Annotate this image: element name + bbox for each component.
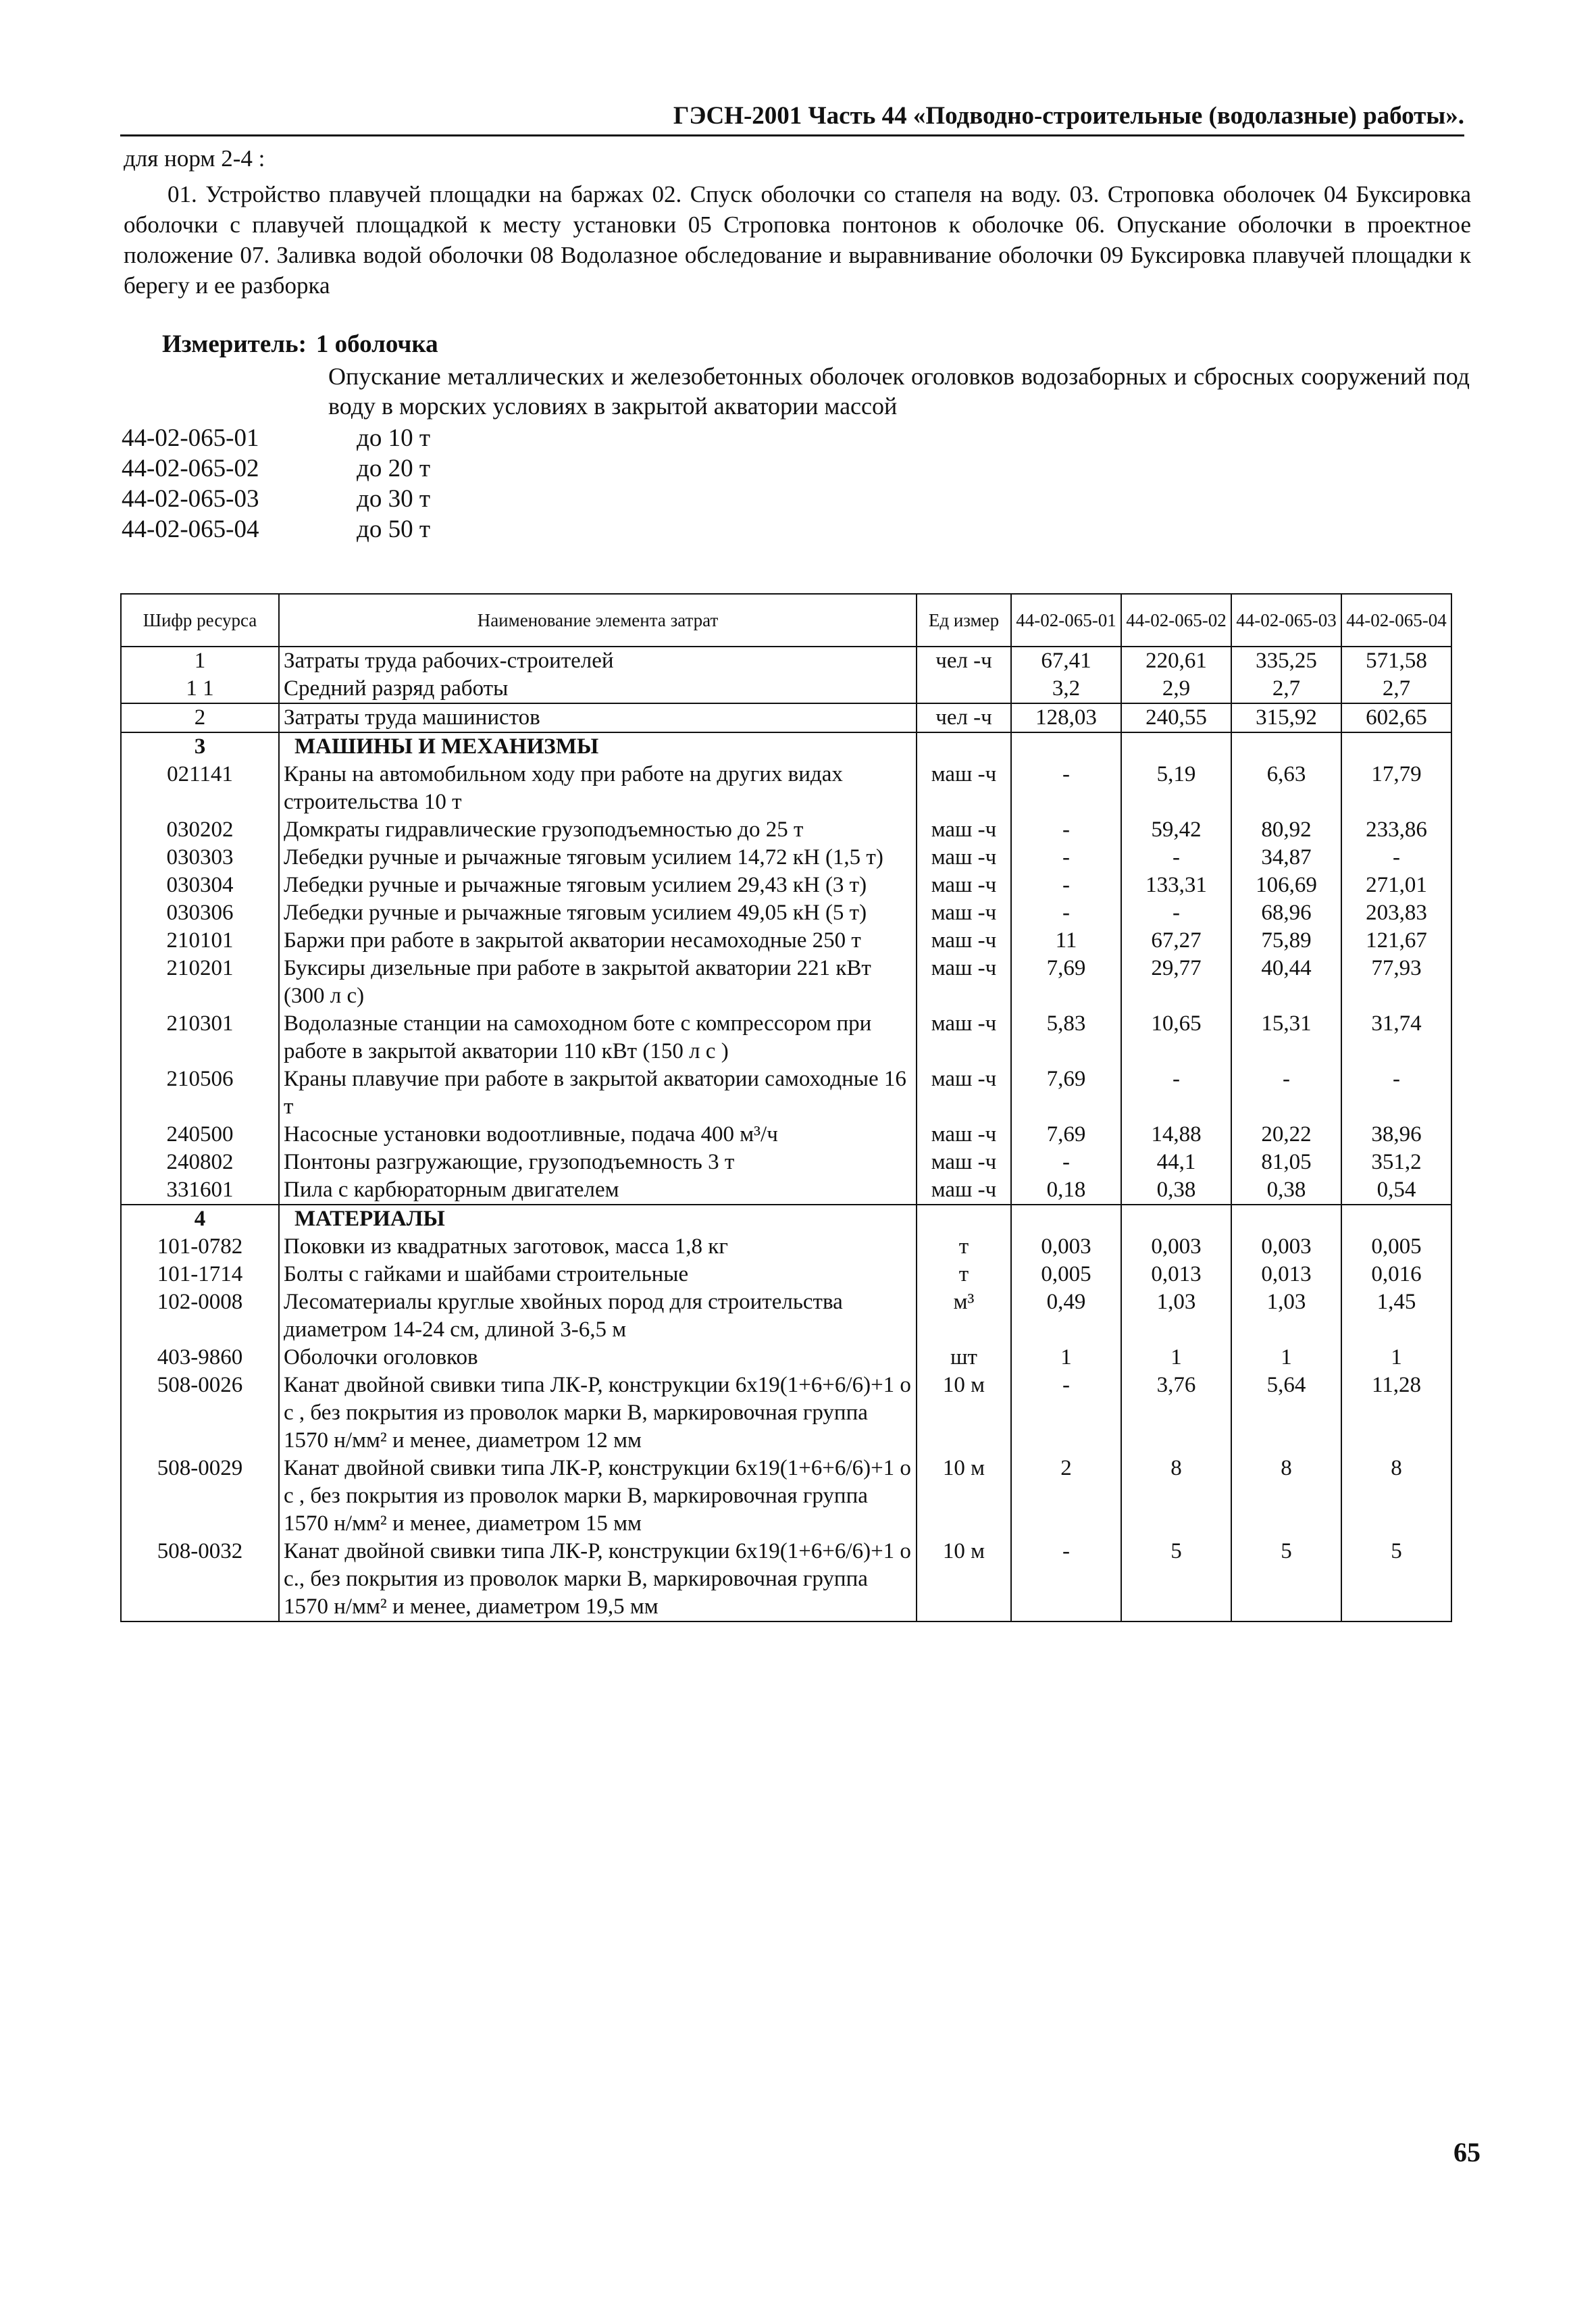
cell-norm-2: 67,27 [1121,927,1231,955]
cell-code: 331601 [121,1176,279,1205]
cell-name: Лебедки ручные и рычажные тяговым усилием 49,05 кН (5 т) [279,899,917,927]
cell-name: Насосные установки водоотливные, подача 400 м³/ч [279,1121,917,1149]
cell-norm-1: 2 [1011,1455,1121,1538]
cell-norm-4: 77,93 [1341,955,1451,1010]
intro-lead: для норм 2-4 : [124,145,265,172]
table-row [121,761,1451,816]
cell-norm-3: 15,31 [1231,1010,1341,1065]
norm-code-row [122,423,430,453]
cell-name: Лесоматериалы круглые хвойных пород для строительства диаметром 14-24 см, длиной 3-6,5 м [279,1288,917,1344]
cell-norm-1: 7,69 [1011,1121,1121,1149]
cell-norm-2 [1121,732,1231,761]
table-row [121,872,1451,899]
cell-name: Оболочки оголовков [279,1344,917,1372]
cell-name: Канат двойной свивки типа ЛК-Р, конструкции 6х19(1+6+6/6)+1 о с , без покрытия из проволок марки В, маркировочная группа 1570 н/мм² и менее, диаметром 12 мм [279,1372,917,1455]
cell-norm-3: 80,92 [1231,816,1341,844]
cell-norm-1: - [1011,1538,1121,1621]
operations-list: 01. Устройство плавучей площадки на баржах 02. Спуск оболочки со стапеля на воду. 03. Строповка оболочек 04 Буксировка оболочки с плавучей площадкой к месту установки 05 Строповка понтонов к оболочке 06. Опускание оболочки в проектное положение 07. Заливка водой оболочки 08 Водолазное обследование и выравнивание оболочки 09 Буксировка плавучей площадки к берегу и ее разборка [124,181,1471,299]
table-row [121,899,1451,927]
cell-code: 210201 [121,955,279,1010]
cell-code: 240802 [121,1149,279,1176]
table-row [121,927,1451,955]
cell-norm-1: - [1011,872,1121,899]
cell-name: МАШИНЫ И МЕХАНИЗМЫ [279,732,917,761]
cell-norm-1: - [1011,761,1121,816]
cell-unit: маш -ч [917,1065,1011,1121]
cell-code: 508-0029 [121,1455,279,1538]
cell-code: 021141 [121,761,279,816]
norm-code-row [122,514,430,545]
cell-norm-1: 0,005 [1011,1261,1121,1288]
cell-norm-2: 0,013 [1121,1261,1231,1288]
cell-norm-3: 0,38 [1231,1176,1341,1205]
table-row [121,647,1451,675]
cell-norm-1: 5,83 [1011,1010,1121,1065]
cell-unit: шт [917,1344,1011,1372]
cell-unit [917,1205,1011,1233]
cell-name: Понтоны разгружающие, грузоподъемность 3 т [279,1149,917,1176]
table-row [121,1176,1451,1205]
cell-name: Канат двойной свивки типа ЛК-Р, конструкции 6х19(1+6+6/6)+1 о с , без покрытия из проволок марки В, маркировочная группа 1570 н/мм² и менее, диаметром 15 мм [279,1455,917,1538]
cell-norm-2: 0,38 [1121,1176,1231,1205]
cell-norm-4: 0,005 [1341,1233,1451,1261]
cell-norm-4: 203,83 [1341,899,1451,927]
cell-unit: т [917,1233,1011,1261]
cell-name: Баржи при работе в закрытой акватории несамоходные 250 т [279,927,917,955]
cell-norm-2: 133,31 [1121,872,1231,899]
cell-unit: маш -ч [917,816,1011,844]
cell-unit: маш -ч [917,1010,1011,1065]
cell-norm-3: 1,03 [1231,1288,1341,1344]
table-row [121,703,1451,732]
cell-unit [917,732,1011,761]
col-header-norm-4: 44-02-065-04 [1341,594,1451,647]
measure-line [162,330,438,359]
norm-code-id: 44-02-065-02 [122,455,259,482]
cell-norm-3: 335,25 [1231,647,1341,675]
cell-unit: маш -ч [917,1121,1011,1149]
cell-unit: чел -ч [917,703,1011,732]
table-row [121,1010,1451,1065]
cell-norm-2: 59,42 [1121,816,1231,844]
cell-norm-2: 240,55 [1121,703,1231,732]
cell-code: 240500 [121,1121,279,1149]
cell-unit: маш -ч [917,1149,1011,1176]
measure-value: 1 оболочка [315,330,438,358]
cell-unit: маш -ч [917,927,1011,955]
cell-norm-4: 1,45 [1341,1288,1451,1344]
table-row [121,1344,1451,1372]
table-row [121,675,1451,703]
col-header-norm-3: 44-02-065-03 [1231,594,1341,647]
cell-norm-1: 128,03 [1011,703,1121,732]
cell-name: Средний разряд работы [279,675,917,703]
cell-norm-4: - [1341,1065,1451,1121]
cell-name: Краны на автомобильном ходу при работе на других видах строительства 10 т [279,761,917,816]
cell-norm-3: 20,22 [1231,1121,1341,1149]
cell-unit: маш -ч [917,899,1011,927]
cell-name: Лебедки ручные и рычажные тяговым усилием 29,43 кН (3 т) [279,872,917,899]
cell-norm-1: 1 [1011,1344,1121,1372]
table-row [121,1455,1451,1538]
cell-name: Краны плавучие при работе в закрытой акватории самоходные 16 т [279,1065,917,1121]
cell-norm-4: 602,65 [1341,703,1451,732]
cell-norm-1: - [1011,816,1121,844]
cell-norm-2: 1 [1121,1344,1231,1372]
cell-norm-4: 2,7 [1341,675,1451,703]
cell-norm-4: 38,96 [1341,1121,1451,1149]
intro-block [124,143,1471,301]
table-row [121,1205,1451,1233]
cell-code: 210506 [121,1065,279,1121]
cell-norm-4 [1341,732,1451,761]
cell-code: 210301 [121,1010,279,1065]
cell-norm-4: 1 [1341,1344,1451,1372]
cell-name: Буксиры дизельные при работе в закрытой акватории 221 кВт (300 л с) [279,955,917,1010]
cell-unit: маш -ч [917,1176,1011,1205]
cell-norm-3: - [1231,1065,1341,1121]
cell-name: Канат двойной свивки типа ЛК-Р, конструкции 6х19(1+6+6/6)+1 о с., без покрытия из проволок марки В, маркировочная группа 1570 н/мм² и менее, диаметром 19,5 мм [279,1538,917,1621]
cell-code: 1 1 [121,675,279,703]
cell-norm-2: 5 [1121,1538,1231,1621]
cell-norm-1: - [1011,1149,1121,1176]
cell-unit: маш -ч [917,955,1011,1010]
norm-codes-list [122,423,430,545]
cell-norm-1: - [1011,844,1121,872]
cell-norm-3: 75,89 [1231,927,1341,955]
cell-norm-2: 8 [1121,1455,1231,1538]
col-header-norm-2: 44-02-065-02 [1121,594,1231,647]
cell-norm-3: 0,003 [1231,1233,1341,1261]
cell-norm-1: 11 [1011,927,1121,955]
header-title: ГЭСН-2001 Часть 44 «Подводно-строительные (водолазные) работы». [673,102,1464,130]
cell-name: Болты с гайками и шайбами строительные [279,1261,917,1288]
cell-unit: маш -ч [917,872,1011,899]
cell-name: Затраты труда машинистов [279,703,917,732]
table-row [121,816,1451,844]
cell-unit: чел -ч [917,647,1011,675]
cell-norm-4: 5 [1341,1538,1451,1621]
cell-norm-2: - [1121,899,1231,927]
cell-norm-3: 6,63 [1231,761,1341,816]
cell-norm-3 [1231,1205,1341,1233]
cell-code: 030306 [121,899,279,927]
cell-norm-4: 11,28 [1341,1372,1451,1455]
cell-norm-4: 351,2 [1341,1149,1451,1176]
cell-norm-1: 7,69 [1011,955,1121,1010]
cell-norm-3: 315,92 [1231,703,1341,732]
cell-norm-2: 10,65 [1121,1010,1231,1065]
resources-table [120,593,1452,1622]
cell-norm-3: 40,44 [1231,955,1341,1010]
cell-unit: 10 м [917,1372,1011,1455]
table-row [121,1288,1451,1344]
cell-norm-2: 5,19 [1121,761,1231,816]
norm-code-row [122,484,430,514]
cell-code: 030304 [121,872,279,899]
cell-norm-2: - [1121,1065,1231,1121]
cell-norm-3: 34,87 [1231,844,1341,872]
cell-name: Поковки из квадратных заготовок, масса 1,8 кг [279,1233,917,1261]
cell-norm-1: 67,41 [1011,647,1121,675]
cell-code: 101-1714 [121,1261,279,1288]
cell-norm-4: 31,74 [1341,1010,1451,1065]
norm-description: Опускание металлических и железобетонных оболочек оголовков водозаборных и сбросных сооружений под воду в морских условиях в закрытой акватории массой [328,363,1470,420]
cell-code: 1 [121,647,279,675]
cell-code: 508-0026 [121,1372,279,1455]
cell-unit: маш -ч [917,844,1011,872]
cell-norm-1: 0,003 [1011,1233,1121,1261]
cell-norm-4: 271,01 [1341,872,1451,899]
cell-norm-3 [1231,732,1341,761]
norm-code-id: 44-02-065-04 [122,515,259,543]
cell-norm-1: 3,2 [1011,675,1121,703]
cell-norm-2: 29,77 [1121,955,1231,1010]
cell-code: 2 [121,703,279,732]
cell-code: 101-0782 [121,1233,279,1261]
cell-norm-2: 14,88 [1121,1121,1231,1149]
cell-unit [917,675,1011,703]
cell-norm-2: - [1121,844,1231,872]
cell-code: 508-0032 [121,1538,279,1621]
norm-code-text: до 20 т [357,455,430,482]
page-number: 65 [1453,2137,1481,2167]
cell-norm-3: 106,69 [1231,872,1341,899]
measure-label: Измеритель: [162,330,307,358]
cell-norm-4: 233,86 [1341,816,1451,844]
cell-norm-2 [1121,1205,1231,1233]
col-header-name: Наименование элемента затрат [279,594,917,647]
cell-code: 210101 [121,927,279,955]
cell-norm-4 [1341,1205,1451,1233]
norm-code-text: до 50 т [357,515,430,543]
table-row [121,1372,1451,1455]
cell-unit: маш -ч [917,761,1011,816]
cell-code: 4 [121,1205,279,1233]
cell-code: 030202 [121,816,279,844]
cell-norm-4: - [1341,844,1451,872]
cell-norm-3: 2,7 [1231,675,1341,703]
cell-norm-1 [1011,732,1121,761]
cell-name: Лебедки ручные и рычажные тяговым усилием 14,72 кН (1,5 т) [279,844,917,872]
col-header-code: Шифр ресурса [121,594,279,647]
cell-norm-3: 0,013 [1231,1261,1341,1288]
page-header [120,101,1464,136]
table-body [121,647,1451,1621]
cell-unit: м³ [917,1288,1011,1344]
cell-norm-4: 0,016 [1341,1261,1451,1288]
cell-norm-1 [1011,1205,1121,1233]
cell-norm-3: 1 [1231,1344,1341,1372]
table-row [121,1121,1451,1149]
cell-norm-1: 0,18 [1011,1176,1121,1205]
norm-code-text: до 30 т [357,485,430,513]
cell-norm-4: 17,79 [1341,761,1451,816]
table-row [121,1149,1451,1176]
norm-code-text: до 10 т [357,424,430,452]
cell-code: 3 [121,732,279,761]
cell-unit: т [917,1261,1011,1288]
cell-unit: 10 м [917,1538,1011,1621]
table-row [121,955,1451,1010]
cell-name: Затраты труда рабочих-строителей [279,647,917,675]
cell-norm-4: 121,67 [1341,927,1451,955]
cell-norm-1: 7,69 [1011,1065,1121,1121]
cell-norm-3: 5 [1231,1538,1341,1621]
col-header-unit: Ед измер [917,594,1011,647]
cell-norm-2: 0,003 [1121,1233,1231,1261]
cell-norm-3: 68,96 [1231,899,1341,927]
table-row [121,1261,1451,1288]
cell-norm-1: - [1011,1372,1121,1455]
norm-code-id: 44-02-065-03 [122,485,259,513]
col-header-norm-1: 44-02-065-01 [1011,594,1121,647]
table-header-row [121,594,1451,647]
cell-code: 403-9860 [121,1344,279,1372]
cell-norm-2: 220,61 [1121,647,1231,675]
cell-norm-2: 2,9 [1121,675,1231,703]
table-row [121,1065,1451,1121]
cell-code: 102-0008 [121,1288,279,1344]
cell-norm-1: - [1011,899,1121,927]
cell-norm-3: 5,64 [1231,1372,1341,1455]
cell-norm-4: 8 [1341,1455,1451,1538]
cell-name: МАТЕРИАЛЫ [279,1205,917,1233]
table-row [121,732,1451,761]
cell-unit: 10 м [917,1455,1011,1538]
norm-code-row [122,453,430,484]
norm-code-id: 44-02-065-01 [122,424,259,452]
cell-norm-3: 8 [1231,1455,1341,1538]
cell-norm-1: 0,49 [1011,1288,1121,1344]
cell-norm-4: 571,58 [1341,647,1451,675]
cell-norm-2: 44,1 [1121,1149,1231,1176]
cell-norm-2: 1,03 [1121,1288,1231,1344]
table-row [121,1538,1451,1621]
cell-name: Водолазные станции на самоходном боте с компрессором при работе в закрытой акватории 110 кВт (150 л с ) [279,1010,917,1065]
cell-code: 030303 [121,844,279,872]
table-row [121,844,1451,872]
cell-norm-2: 3,76 [1121,1372,1231,1455]
cell-norm-3: 81,05 [1231,1149,1341,1176]
cell-name: Домкраты гидравлические грузоподъемностью до 25 т [279,816,917,844]
cell-norm-4: 0,54 [1341,1176,1451,1205]
table-row [121,1233,1451,1261]
cell-name: Пила с карбюраторным двигателем [279,1176,917,1205]
